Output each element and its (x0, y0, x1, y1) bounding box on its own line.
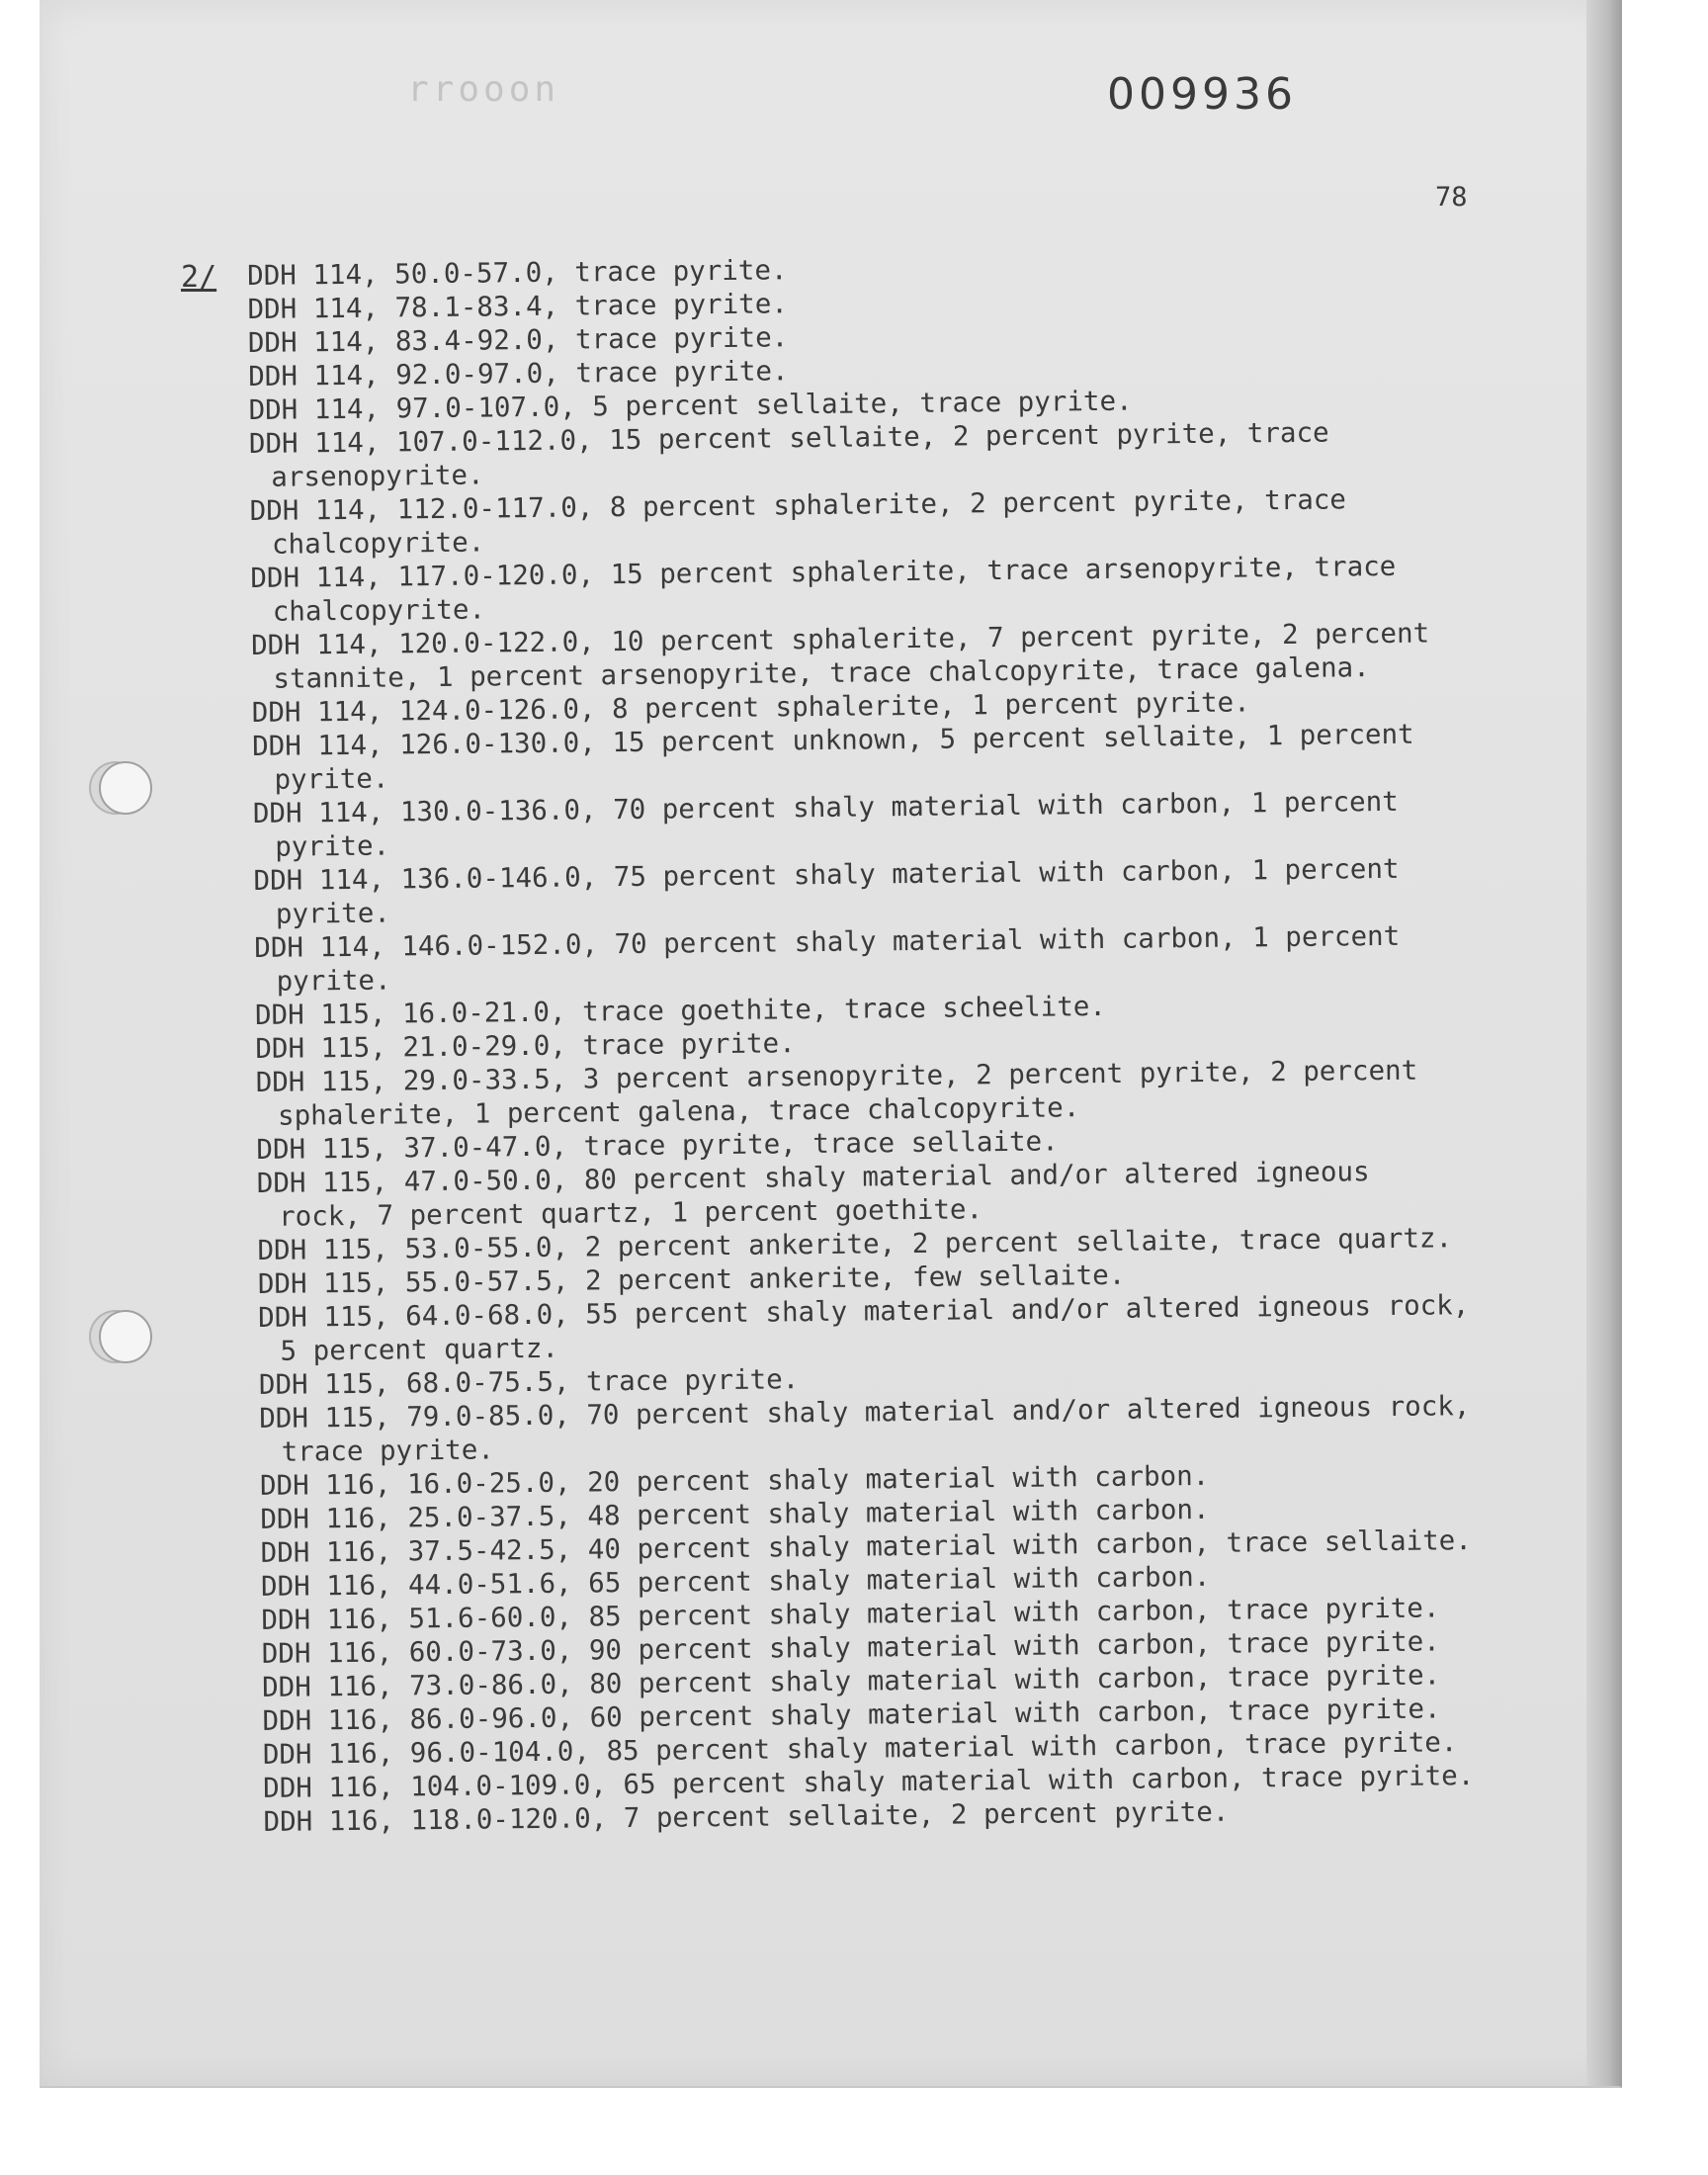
entry-line: DDH 115, 37.0-47.0, trace pyrite, trace sellaite. (256, 1125, 1059, 1166)
entry-line: DDH 114, 97.0-107.0, 5 percent sellaite, trace pyrite. (248, 385, 1133, 426)
entry-continuation-line: arsenopyrite. (271, 459, 484, 493)
entry-line: DDH 115, 68.0-75.5, trace pyrite. (258, 1363, 800, 1401)
entry-continuation-line: pyrite. (274, 762, 389, 796)
entry-line: DDH 116, 96.0-104.0, 85 percent shaly material with carbon, trace pyrite. (262, 1726, 1458, 1771)
entry-line: DDH 116, 60.0-73.0, 90 percent shaly material with carbon, trace pyrite. (261, 1625, 1440, 1670)
entry-line: DDH 114, 130.0-136.0, 70 percent shaly material with carbon, 1 percent (252, 785, 1399, 829)
entry-line: DDH 116, 16.0-25.0, 20 percent shaly material with carbon. (259, 1459, 1210, 1502)
entry-continuation-line: pyrite. (276, 964, 391, 998)
entry-line: DDH 114, 126.0-130.0, 15 percent unknown, 5 percent sellaite, 1 percent (251, 718, 1414, 762)
footnote-marker: 2/ (181, 260, 217, 295)
entry-line: DDH 114, 107.0-112.0, 15 percent sellaite, 2 percent pyrite, trace (248, 416, 1329, 460)
entry-line: DDH 114, 120.0-122.0, 10 percent sphalerite, 7 percent pyrite, 2 percent (250, 617, 1430, 661)
entry-line: DDH 115, 29.0-33.5, 3 percent arsenopyrite, 2 percent pyrite, 2 percent (255, 1054, 1418, 1098)
entry-line: DDH 115, 79.0-85.0, 70 percent shaly material and/or altered igneous rock, (259, 1390, 1471, 1435)
entry-line: DDH 114, 50.0-57.0, trace pyrite. (247, 254, 788, 292)
entry-line: DDH 114, 146.0-152.0, 70 percent shaly material with carbon, 1 percent (254, 919, 1401, 964)
entry-line: DDH 116, 44.0-51.6, 65 percent shaly material with carbon. (260, 1560, 1211, 1603)
page-number: 78 (1435, 182, 1468, 213)
sheet-edge-shadow (1586, 0, 1622, 2086)
entry-line: DDH 115, 47.0-50.0, 80 percent shaly material and/or altered igneous (256, 1156, 1370, 1199)
entry-line: DDH 116, 118.0-120.0, 7 percent sellaite, 2 percent pyrite. (263, 1795, 1230, 1838)
entry-line: DDH 114, 92.0-97.0, trace pyrite. (248, 355, 789, 392)
entry-continuation-line: sphalerite, 1 percent galena, trace chalcopyrite. (277, 1091, 1080, 1132)
entry-line: DDH 115, 55.0-57.5, 2 percent ankerite, few sellaite. (257, 1259, 1126, 1300)
entry-line: DDH 116, 73.0-86.0, 80 percent shaly material with carbon, trace pyrite. (261, 1659, 1441, 1703)
entry-line: DDH 116, 86.0-96.0, 60 percent shaly material with carbon, trace pyrite. (262, 1693, 1441, 1737)
entry (251, 615, 1537, 696)
entry-line: DDH 114, 78.1-83.4, trace pyrite. (247, 288, 789, 325)
entry-line: DDH 116, 37.5-42.5, 40 percent shaly material with carbon, trace sellaite. (260, 1524, 1472, 1569)
entry-continuation-line: rock, 7 percent quartz, 1 percent goethite. (278, 1193, 983, 1233)
punch-hole (99, 761, 152, 815)
drill-hole-entries (247, 245, 1549, 1839)
entry-continuation-line: 5 percent quartz. (280, 1332, 559, 1367)
entry-line: DDH 116, 25.0-37.5, 48 percent shaly material with carbon. (260, 1493, 1210, 1535)
entry-line: DDH 114, 124.0-126.0, 8 percent sphalerite, 1 percent pyrite. (251, 686, 1250, 729)
entry-line: DDH 115, 64.0-68.0, 55 percent shaly material and/or altered igneous rock, (258, 1289, 1470, 1334)
document-number: 009936 (1107, 69, 1297, 120)
entry-line: DDH 114, 83.4-92.0, trace pyrite. (247, 321, 789, 359)
entry-continuation-line: stannite, 1 percent arsenopyrite, trace chalcopyrite, trace galena. (273, 652, 1370, 695)
entry-continuation-line: trace pyrite. (281, 1434, 495, 1468)
faded-stamp-text: rrooon (407, 69, 560, 110)
punch-hole (99, 1310, 152, 1363)
entry-continuation-line: pyrite. (275, 829, 390, 863)
entry-line: DDH 115, 16.0-21.0, trace goethite, trace scheelite. (254, 990, 1107, 1031)
entry-line: DDH 116, 104.0-109.0, 65 percent shaly material with carbon, trace pyrite. (263, 1760, 1475, 1804)
entry-continuation-line: pyrite. (275, 897, 391, 930)
entry-line: DDH 114, 117.0-120.0, 15 percent sphalerite, trace arsenopyrite, trace (250, 550, 1397, 594)
entry-line: DDH 115, 21.0-29.0, trace pyrite. (255, 1027, 796, 1065)
entry-continuation-line: chalcopyrite. (272, 593, 486, 628)
entry-line: DDH 116, 51.6-60.0, 85 percent shaly material with carbon, trace pyrite. (261, 1592, 1440, 1636)
entry-line: DDH 115, 53.0-55.0, 2 percent ankerite, 2 percent sellaite, trace quartz. (257, 1222, 1453, 1266)
entry-line: DDH 114, 112.0-117.0, 8 percent sphalerite, 2 percent pyrite, trace (249, 483, 1347, 527)
entry-continuation-line: chalcopyrite. (271, 526, 485, 561)
entry-line: DDH 114, 136.0-146.0, 75 percent shaly material with carbon, 1 percent (253, 852, 1400, 897)
